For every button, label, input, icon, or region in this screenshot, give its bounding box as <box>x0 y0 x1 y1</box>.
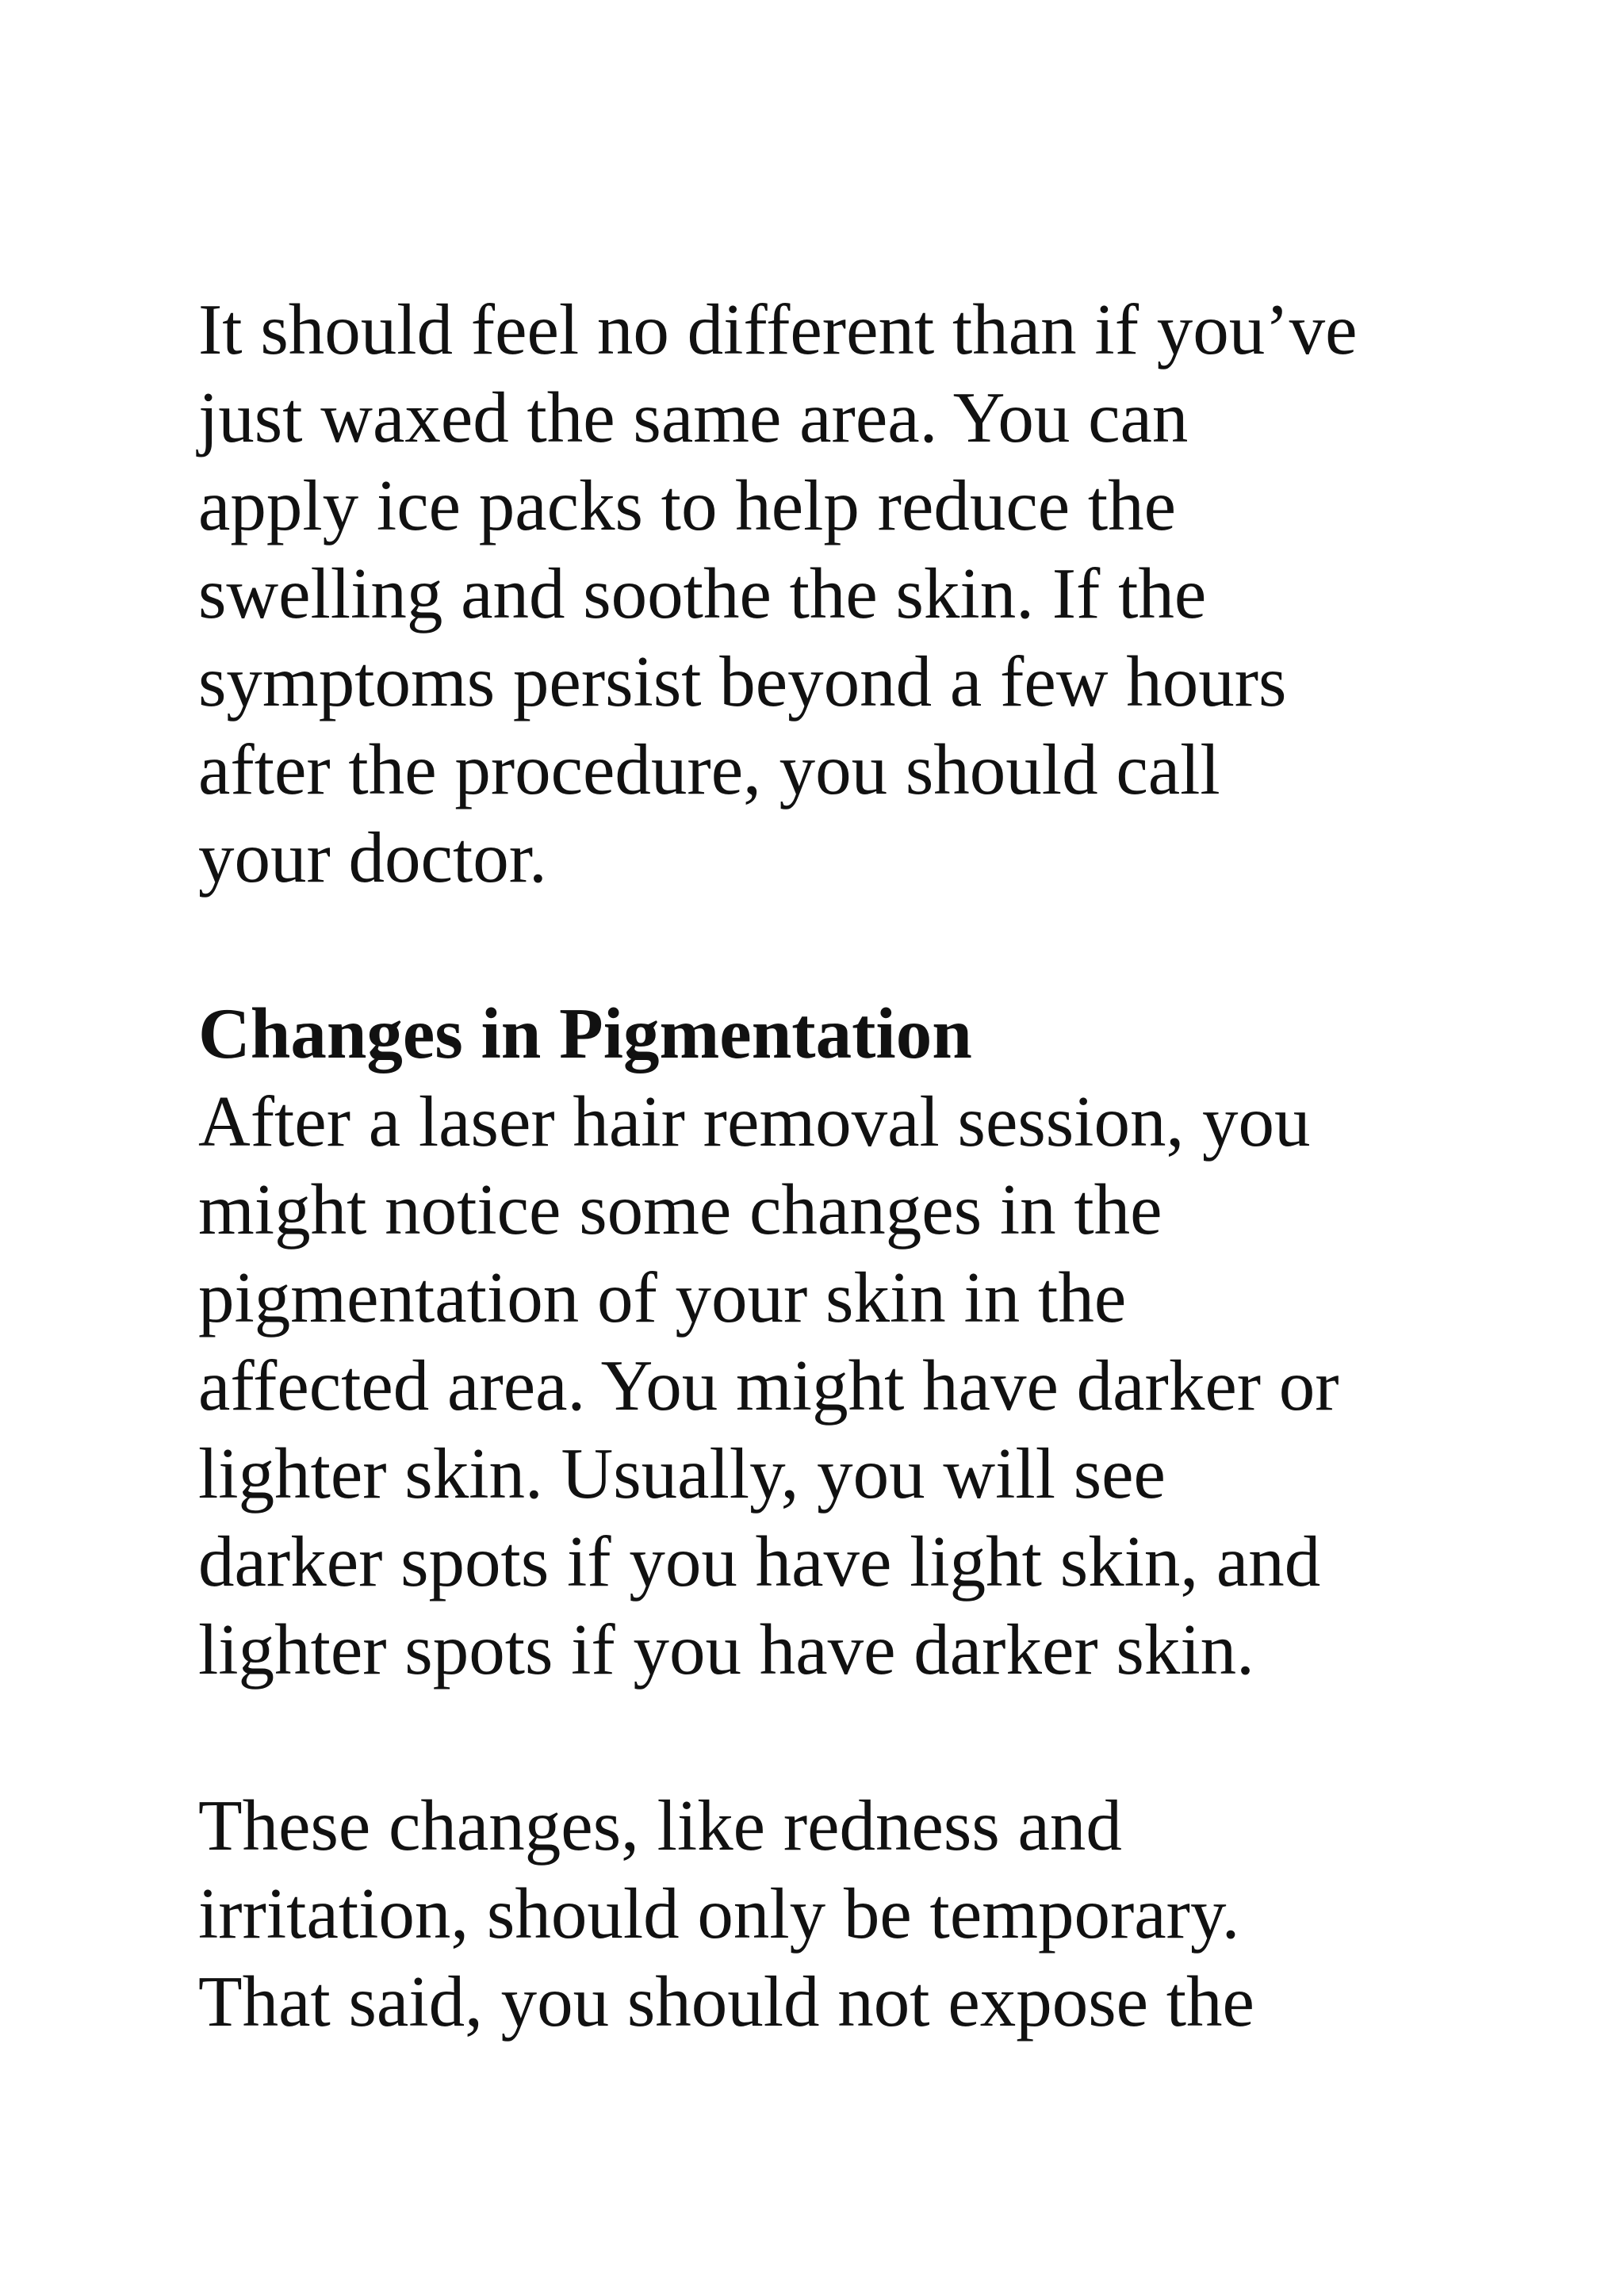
section-heading: Changes in Pigmentation <box>198 993 972 1073</box>
paragraph-line: apply ice packs to help reduce the <box>198 465 1177 545</box>
paragraph-line: It should feel no different than if you’ve <box>198 289 1358 369</box>
paragraph-line: just waxed the same area. You can <box>198 377 1189 457</box>
paragraph-line: swelling and soothe the skin. If the <box>198 553 1207 633</box>
paragraph-line: These changes, like redness and <box>198 1785 1122 1866</box>
section <box>198 989 1515 1693</box>
paragraph-line: irritation, should only be temporary. <box>198 1873 1240 1954</box>
paragraph-spacer <box>198 901 1515 989</box>
paragraph-line: lighter skin. Usually, you will see <box>198 1433 1166 1513</box>
paragraph <box>198 1781 1515 2045</box>
paragraph-line: darker spots if you have light skin, and <box>198 1521 1321 1601</box>
paragraph-line: lighter spots if you have darker skin. <box>198 1609 1254 1689</box>
paragraph-line: pigmentation of your skin in the <box>198 1257 1127 1337</box>
paragraph-line: might notice some changes in the <box>198 1169 1162 1249</box>
paragraph-line: affected area. You might have darker or <box>198 1345 1339 1425</box>
paragraph-line: your doctor. <box>198 817 547 897</box>
paragraph-spacer <box>198 1693 1515 1781</box>
paragraph-line: That said, you should not expose the <box>198 1961 1254 2042</box>
paragraph <box>198 285 1515 901</box>
paragraph-line: After a laser hair removal session, you <box>198 1081 1311 1161</box>
paragraph-line: symptoms persist beyond a few hours <box>198 641 1287 721</box>
document-body <box>198 285 1515 2045</box>
paragraph-line: after the procedure, you should call <box>198 729 1220 809</box>
